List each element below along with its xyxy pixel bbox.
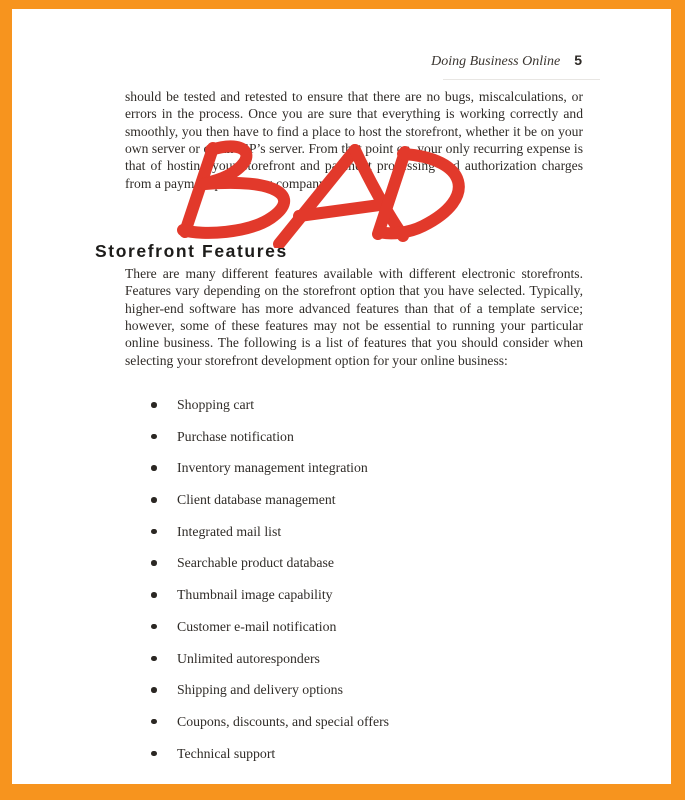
feature-label: Shopping cart [177, 397, 255, 412]
feature-label: Client database management [177, 492, 336, 508]
bullet-icon [151, 402, 157, 408]
feature-item [151, 555, 389, 571]
feature-label: Technical support [177, 745, 276, 761]
feature-item [151, 682, 389, 698]
feature-item [151, 397, 389, 413]
feature-label: Thumbnail image capability [177, 587, 333, 603]
feature-item [151, 651, 389, 667]
feature-label: Inventory management integration [177, 460, 368, 476]
feature-label: Customer e-mail notification [177, 618, 337, 634]
feature-item [151, 429, 389, 445]
feature-label: Coupons, discounts, and special offers [177, 713, 390, 729]
bullet-icon [151, 751, 157, 757]
running-head-title: Doing Business Online [431, 54, 561, 69]
feature-label: Purchase notification [177, 428, 294, 444]
bullet-icon [151, 624, 157, 630]
feature-label: Searchable product database [177, 555, 335, 571]
intro-paragraph: should be tested and retested to ensure that there are no bugs, miscalculations, or errors in the process. Once you are sure that everything is working correctly and smoothly, you then have to find a place to host the storefront, whether it be on your own server or on an ISP’s server. From that point on, your only recurring expense is that of hosting your storefront and payment processing and authorization charges from a payment processing company. [125, 89, 583, 191]
features-paragraph: There are many different features available with different electronic storefronts. Features vary depending on the storefront option that you have selected. Typically, higher-end software has more advanced features than that of a template service; however, some of these features may not be essential to running your particular online business. The following is a list of features that you should consider when selecting your storefront development option for your online business: [125, 266, 583, 368]
bullet-icon [151, 719, 157, 725]
feature-item [151, 524, 389, 540]
bullet-icon [151, 465, 157, 471]
feature-label: Shipping and delivery options [177, 682, 343, 698]
header-rule [443, 79, 600, 80]
bullet-icon [151, 529, 157, 535]
feature-label: Unlimited autoresponders [177, 650, 320, 666]
features-list [151, 397, 389, 777]
bullet-icon [151, 497, 157, 503]
document-page [12, 9, 671, 784]
bullet-icon [151, 560, 157, 566]
feature-item [151, 460, 389, 476]
running-head [431, 52, 582, 70]
bullet-icon [151, 656, 157, 662]
feature-label: Integrated mail list [177, 523, 282, 539]
bullet-icon [151, 687, 157, 693]
section-heading: Storefront Features [95, 241, 288, 261]
bullet-icon [151, 434, 157, 440]
feature-item [151, 619, 389, 635]
feature-item [151, 714, 389, 730]
stamp-letter-a [299, 204, 387, 216]
page-number: 5 [574, 52, 582, 68]
feature-item [151, 746, 389, 762]
bullet-icon [151, 592, 157, 598]
feature-item [151, 492, 389, 508]
feature-item [151, 587, 389, 603]
